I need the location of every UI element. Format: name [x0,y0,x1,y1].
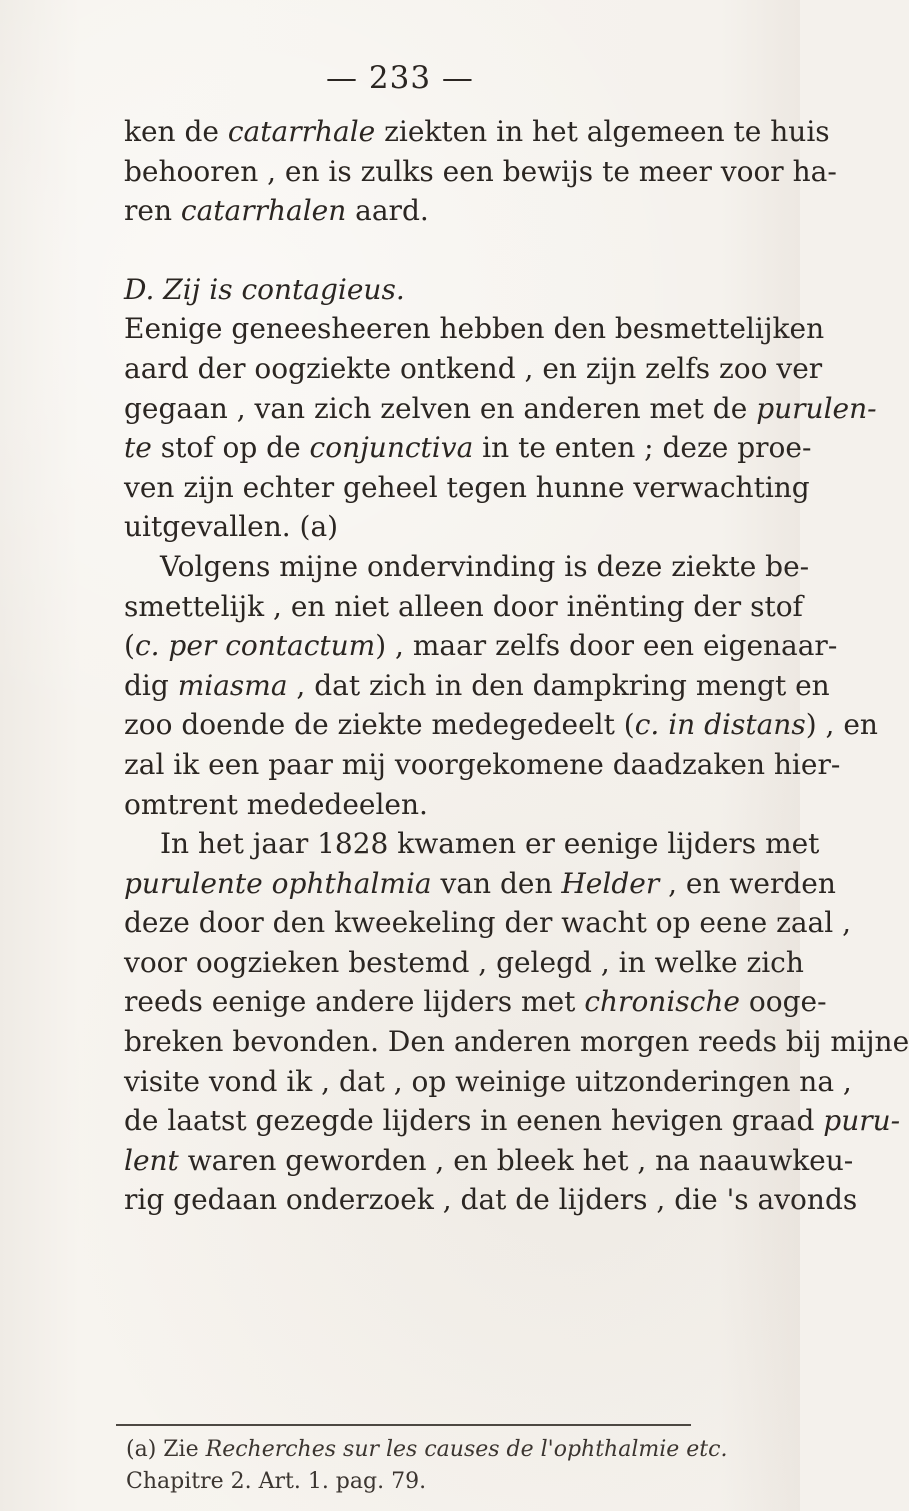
footnote [126,1434,728,1498]
text-line-18: In het jaar 1828 kwamen er eenige lijders met [160,827,820,861]
text-line-10: uitgevallen. (a) [124,510,339,544]
text-line-12: smettelijk , en niet alleen door inënting der stof [124,589,803,623]
text-line-1: ken de catarrhale ziekten in het algemeen te huis [124,115,830,148]
text-line-26: lent waren geworden , en bleek het , na naauwkeu- [124,1143,854,1177]
text-line-11: Volgens mijne ondervinding is deze ziekte be- [160,549,810,583]
text-line-23: breken bevonden. Den anderen morgen reeds bij mijne [124,1025,909,1059]
text-line-8: te stof op de conjunctiva in te enten ; deze proe- [124,431,812,465]
text-line-17: omtrent mededeelen. [124,787,428,821]
text-line-5: Eenige geneesheeren hebben den besmettelijken [124,312,825,346]
text-line-22: reeds eenige andere lijders met chronische ooge- [124,985,827,1019]
footnote-line-2: Chapitre 2. Art. 1. pag. 79. [126,1469,427,1494]
text-line-16: zal ik een paar mij voorgekomene daadzaken hier- [124,747,841,781]
text-line-6: aard der oogziekte ontkend , en zijn zelfs zoo ver [124,351,823,385]
text-line-20: deze door den kweekeling der wacht op eene zaal , [124,906,851,940]
text-line-15: zoo doende de ziekte medegedeelt (c. in distans) , en [124,708,878,742]
footnote-divider [116,1424,691,1426]
text-line-25: de laatst gezegde lijders in eenen hevigen graad puru- [124,1104,901,1138]
text-line-9: ven zijn echter geheel tegen hunne verwachting [124,470,810,504]
text-line-3: ren catarrhalen aard. [124,194,429,228]
text-line-24: visite vond ik , dat , op weinige uitzonderingen na , [124,1064,852,1098]
main-text-block [124,112,909,1220]
text-line-27: rig gedaan onderzoek , dat de lijders , die 's avonds [124,1183,858,1217]
text-line-19: purulente ophthalmia van den Helder , en werden [124,866,836,900]
text-line-21: voor oogzieken bestemd , gelegd , in welke zich [124,945,804,979]
page-number: — 233 — [326,60,474,96]
section-heading-d: D. Zij is contagieus. [124,272,405,306]
text-line-14: dig miasma , dat zich in den dampkring mengt en [124,668,830,702]
footnote-line-1: (a) Zie Recherches sur les causes de l'ophthalmie etc. [126,1437,728,1462]
text-line-13: (c. per contactum) , maar zelfs door een eigenaar- [124,629,838,663]
text-line-2: behooren , en is zulks een bewijs te meer voor ha- [124,154,837,188]
text-line-7: gegaan , van zich zelven en anderen met de purulen- [124,391,877,425]
